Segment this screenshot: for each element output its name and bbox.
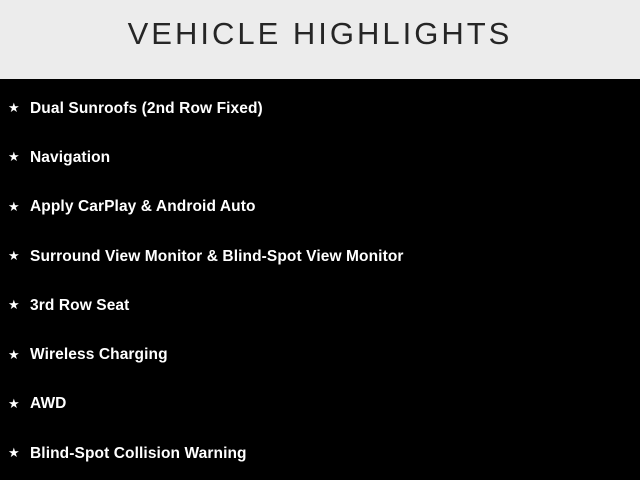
star-icon: ★ <box>8 248 20 264</box>
list-item <box>0 183 640 232</box>
highlight-label: Wireless Charging <box>30 346 168 364</box>
list-item <box>0 281 640 330</box>
highlights-list <box>0 79 640 480</box>
star-icon: ★ <box>8 445 20 461</box>
list-item <box>0 133 640 182</box>
highlight-label: Surround View Monitor & Blind-Spot View Monitor <box>30 247 404 265</box>
page-title: VEHICLE HIGHLIGHTS <box>127 15 513 51</box>
star-icon: ★ <box>8 297 20 313</box>
highlight-label: AWD <box>30 395 67 413</box>
highlight-label: Navigation <box>30 148 111 166</box>
highlight-label: Apply CarPlay & Android Auto <box>30 198 256 216</box>
list-item <box>0 330 640 379</box>
star-icon: ★ <box>8 346 20 362</box>
highlight-label: Blind-Spot Collision Warning <box>30 444 247 462</box>
card-header <box>0 0 640 79</box>
list-item <box>0 429 640 478</box>
star-icon: ★ <box>8 100 20 116</box>
list-item <box>0 84 640 133</box>
star-icon: ★ <box>8 395 20 411</box>
star-icon: ★ <box>8 149 20 165</box>
star-icon: ★ <box>8 198 20 214</box>
list-item <box>0 232 640 281</box>
list-item <box>0 380 640 429</box>
highlight-label: 3rd Row Seat <box>30 296 130 314</box>
highlight-label: Dual Sunroofs (2nd Row Fixed) <box>30 99 263 117</box>
